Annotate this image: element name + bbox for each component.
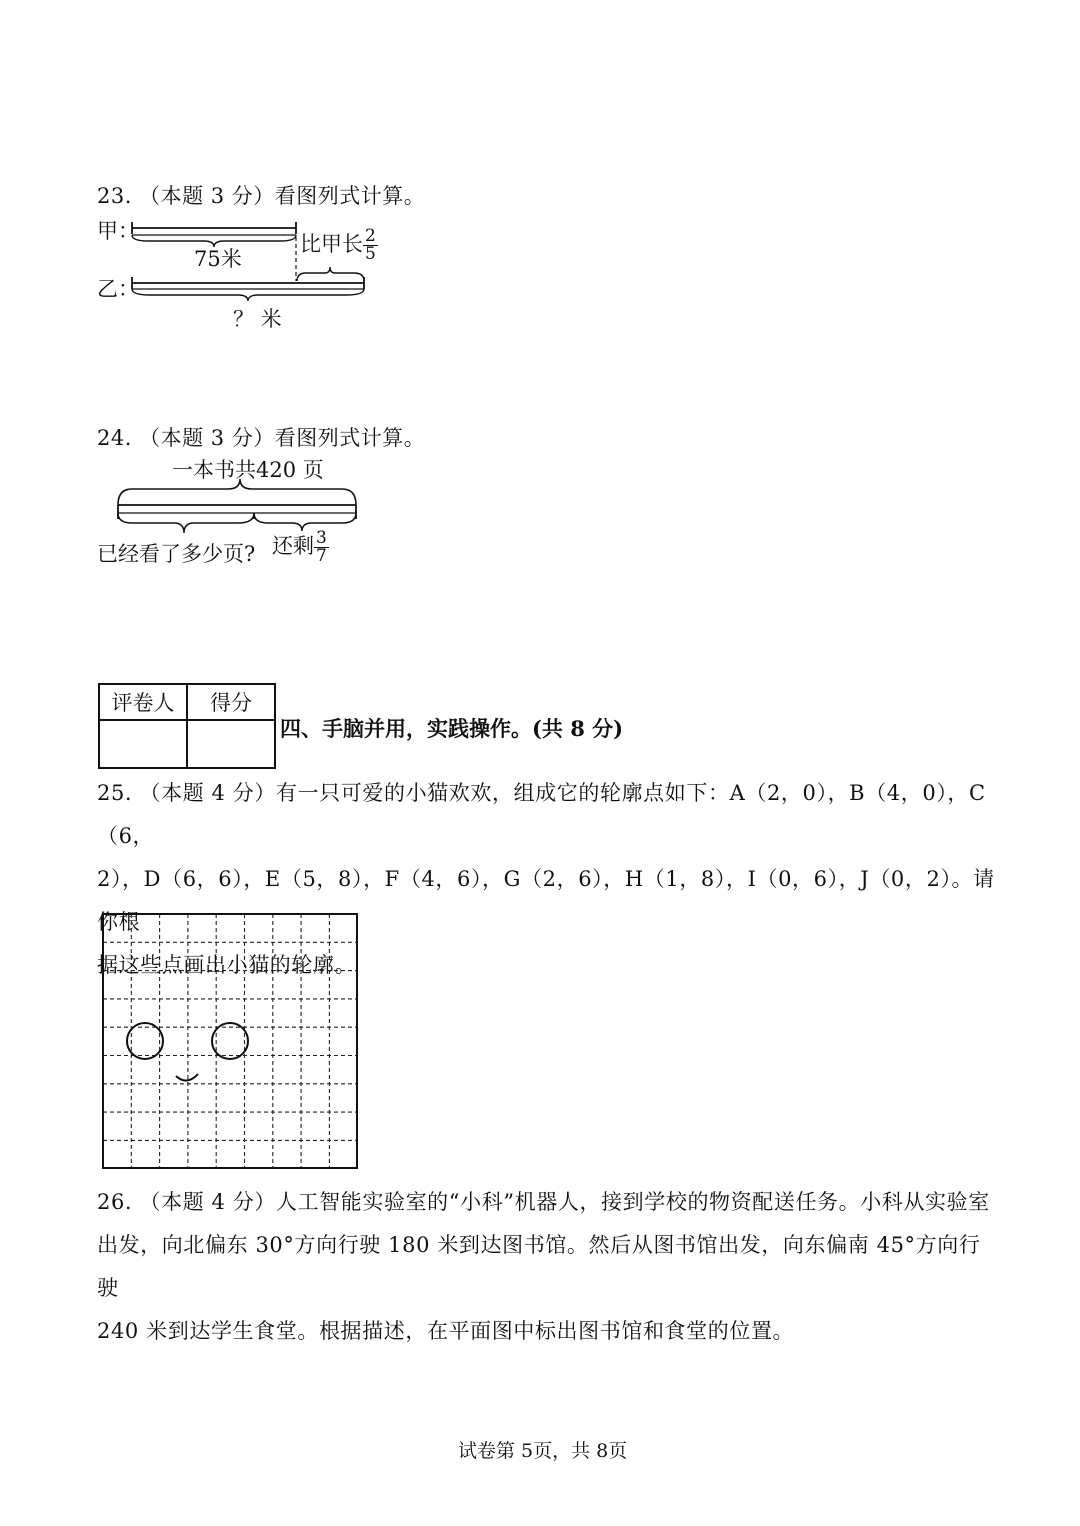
- q23-frac-num: 2: [365, 226, 376, 246]
- score-box-reviewer: 评卷人: [99, 684, 187, 720]
- q23-compare-text: 比甲长: [300, 232, 363, 256]
- q25-grid-lines: [103, 914, 357, 1168]
- q26-line-1: 26. （本题 4 分）人工智能实验室的“小科”机器人，接到学校的物资配送任务。小科从实验室: [97, 1190, 990, 1214]
- q24-total-brace: [118, 479, 356, 505]
- q26-line-2: 出发，向北偏东 30°方向行驶 180 米到达图书馆。然后从图书馆出发，向东偏南 45°方向行驶: [97, 1233, 981, 1300]
- q23-frac-den: 5: [365, 244, 376, 264]
- q23-compare: [300, 228, 378, 263]
- q23-jia-label: 甲：: [97, 219, 139, 243]
- cat-mouth: [176, 1074, 198, 1081]
- cat-right-eye: [212, 1023, 248, 1059]
- q26-line-3: 240 米到达学生食堂。根据描述，在平面图中标出图书馆和食堂的位置。: [97, 1319, 795, 1343]
- q25-line-2: 2），D（6，6），E（5，8），F（4，6），G（2，6），H（1，8），I（0，6），J（0，2）。请你根: [97, 867, 995, 934]
- q23-jia-bar: [132, 222, 296, 235]
- q24-remain: [272, 530, 329, 565]
- q24-segment-diagram: [110, 475, 370, 537]
- q24-frac-den: 7: [316, 546, 327, 566]
- q23-yi-brace: [132, 289, 364, 301]
- q23-title: 23. （本题 3 分）看图列式计算。: [97, 184, 426, 208]
- q25-line-1: 25. （本题 4 分）有一只可爱的小猫欢欢，组成它的轮廓点如下：A（2，0），B（4，0），C（6，: [97, 781, 986, 848]
- score-box-score-cell[interactable]: [187, 720, 275, 768]
- q24-remain-brace: [254, 513, 356, 531]
- q23-yi-label: 乙：: [97, 277, 139, 301]
- cat-left-eye: [127, 1023, 163, 1059]
- score-box: [98, 683, 276, 769]
- q24-read: 已经看了多少页?: [97, 542, 256, 566]
- q23-yi-bar: [132, 277, 364, 289]
- q23-yi-length: ？ 米: [233, 307, 282, 331]
- q24-total: 一本书共420 页: [172, 458, 324, 482]
- score-box-score: 得分: [187, 684, 275, 720]
- q24-title: 24. （本题 3 分）看图列式计算。: [97, 426, 426, 450]
- q24-read-brace: [118, 513, 254, 533]
- q24-bar: [118, 505, 356, 519]
- q25-grid-border: [103, 914, 357, 1168]
- q23-jia-length: 75米: [194, 247, 242, 271]
- section-4-heading: 四、手脑并用，实践操作。(共 8 分): [280, 716, 624, 741]
- q24-frac-num: 3: [316, 528, 327, 548]
- q25-line-3: 据这些点画出小猫的轮廓。: [97, 953, 357, 977]
- page-footer: 试卷第 5页，共 8页: [458, 1440, 628, 1462]
- q25-drawing-grid[interactable]: [100, 911, 362, 1173]
- q26-text: [97, 1181, 997, 1353]
- q23-fraction: [363, 228, 378, 263]
- q24-fraction: [314, 530, 329, 565]
- q24-remain-text: 还剩: [272, 534, 314, 558]
- q23-extra-brace: [297, 267, 364, 281]
- score-box-reviewer-cell[interactable]: [99, 720, 187, 768]
